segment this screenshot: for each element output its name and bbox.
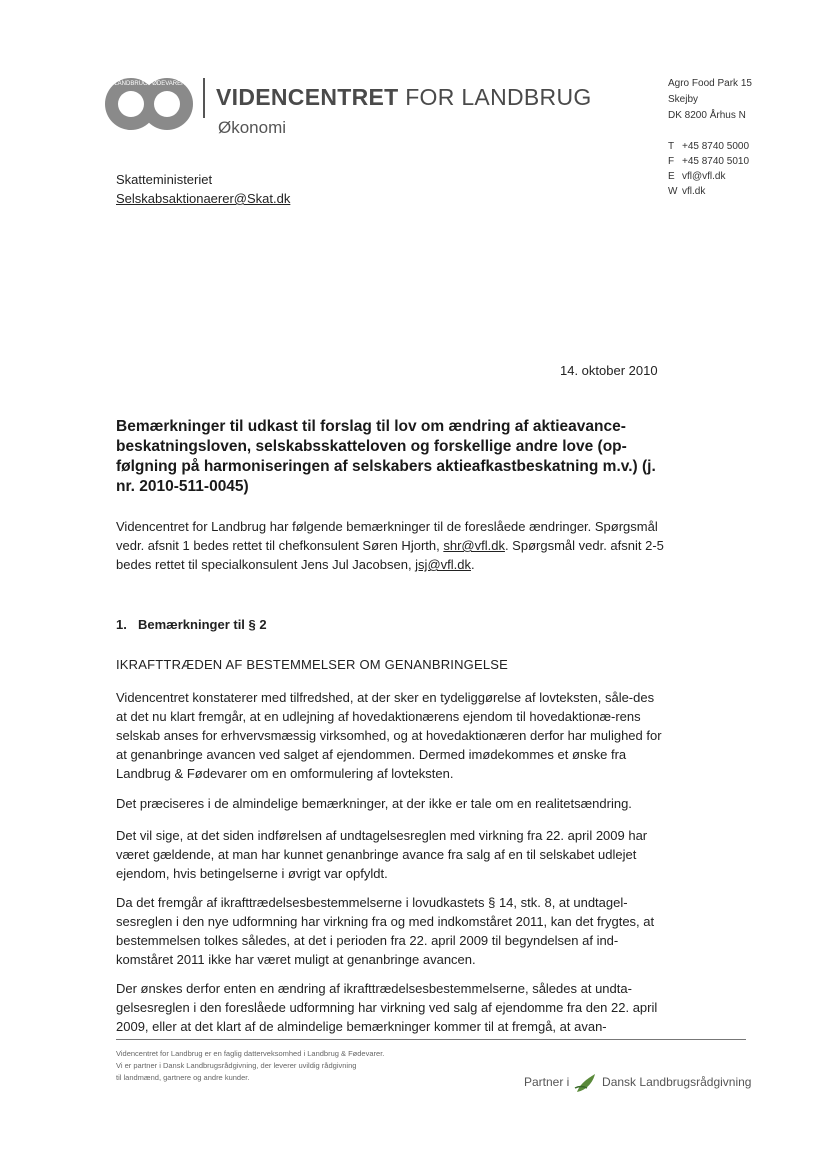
recipient-email-link[interactable]: Selskabsaktionaerer@Skat.dk [116,191,291,206]
organization-logo [104,73,194,135]
organization-name: VIDENCENTRET FOR LANDBRUG [216,84,592,110]
contact-phone: T +45 8740 5000 [668,141,750,152]
svg-text:LANDBRUG: LANDBRUG [114,81,148,87]
partner-logo [524,1070,751,1096]
contact-block [668,139,749,199]
letter-date: 14. oktober 2010 [560,363,658,378]
contact-email: E vfl@vfl.dk [668,171,726,182]
footer-line: Videncentret for Landbrug er en faglig datterveksomhed i Landbrug & Fødevarer. [116,1049,385,1058]
partner-name: Dansk Landbrugsrådgivning [602,1075,752,1090]
leaf-icon [573,1070,599,1096]
body-paragraph: Det præciseres i de almindelige bemærkninger, at der ikke er tale om en realitetsændring. [116,796,632,811]
section-heading: 1. Bemærkninger til § 2 [116,617,267,632]
recipient-block [116,170,290,208]
address-line: Skejby [668,94,699,105]
footer-line: til landmænd, gartnere og andre kunder. [116,1073,250,1082]
address-line: DK 8200 Århus N [668,110,746,121]
body-paragraph: Da det fremgår af ikrafttrædelsesbestemmelserne i lovudkastets § 14, stk. 8, at undtagel-sesreglen i den nye udformning har virkning fra og med indkomståret 2011, kan det frygtes, at bestemmelsen tolkes således, at det i perioden fra 22. april 2009 til begyndelsen af ind-komståret 2011 ikke har været muligt at genanbringe avancen. [116,895,655,967]
department-name: Økonomi [218,118,287,137]
footer-line: Vi er partner i Dansk Landbrugsrådgivning, der leverer uvildig rådgivning [116,1061,357,1070]
intro-paragraph: Videncentret for Landbrug har følgende bemærkninger til de foreslåede ændringer. Spørgsmål vedr. afsnit 1 bedes rettet til chefkonsulent Søren Hjorth, shr@vfl.dk. Spørgsmål vedr. afsnit 2-5 bedes rettet til specialkonsulent Jens Jul Jacobsen, jsj@vfl.dk. [116,519,664,572]
email-link-jsj[interactable]: jsj@vfl.dk [415,557,471,572]
footer-text [116,1048,384,1084]
contact-web: W vfl.dk [668,186,706,197]
contact-fax: F +45 8740 5010 [668,156,750,167]
body-paragraph: Der ønskes derfor enten en ændring af ikrafttrædelsesbestemmelserne, således at undta-gelsesreglen i den foreslåede udformning har virkning ved salg af ejendomme fra den 22. april 2009, eller at det klart af de almindelige bemærkninger kommer til at fremgå, at avan- [116,981,658,1034]
partner-prefix: Partner i [524,1075,570,1090]
svg-text:FØDEVARER: FØDEVARER [148,81,186,87]
section-subheading: IKRAFTTRÆDEN AF BESTEMMELSER OM GENANBRINGELSE [116,657,509,672]
letter-title: Bemærkninger til udkast til forslag til lov om ændring af aktieavance-beskatningsloven, selskabsskatteloven og forskellige andre love (op-følgning på harmoniseringen af selskabers aktieafkastbeskatning m.v.) (j. nr. 2010-511-0045) [116,418,656,495]
footer-divider [116,1039,746,1040]
body-paragraph: Videncentret konstaterer med tilfredshed, at der sker en tydeliggørelse af lovteksten, såle-des at det nu klart fremgår, at en udlejning af hovedaktionærens ejendom til hovedaktionæ-rens selskab anses for erhvervsmæssig virksomhed, og at hovedaktionæren derfor har mulighed for at genanbringe avancen ved salget af ejendommen. Dermed imødekommes et ønske fra Landbrug & Fødevarer om en omformulering af lovteksten. [116,690,662,781]
brand-divider [203,78,205,118]
email-link-shr[interactable]: shr@vfl.dk [443,538,505,553]
address-line: Agro Food Park 15 [668,78,752,89]
address-block [668,76,752,124]
recipient-name: Skatteministeriet [116,172,213,187]
body-paragraph: Det vil sige, at det siden indførelsen af undtagelsesreglen med virkning fra 22. april 2009 har været gældende, at man har kunnet genanbringe avance fra salg af en til selskabet udlejet ejendom, hvis betingelserne i øvrigt var opfyldt. [116,828,648,881]
